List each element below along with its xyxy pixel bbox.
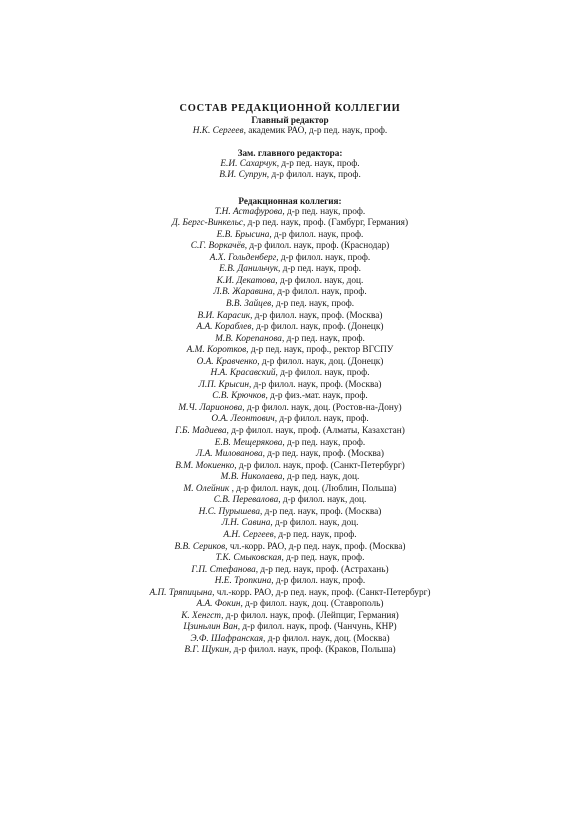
member-name: А.П. Тряпицына, xyxy=(149,587,215,598)
member-name: Е.В. Мещерякова, xyxy=(214,437,285,448)
board-member-entry xyxy=(0,241,580,253)
board-member-entry xyxy=(0,253,580,265)
deputy-editor-entry xyxy=(0,170,580,182)
member-credentials: д-р пед. наук, проф. (Москва) xyxy=(262,506,382,517)
member-credentials: д-р филол. наук, проф. (Алматы, Казахстан) xyxy=(228,426,405,437)
member-name: А.А. Кораблев, xyxy=(196,322,254,333)
member-credentials: д-р пед. наук, проф. xyxy=(279,158,360,169)
board-member-entry xyxy=(0,380,580,392)
member-credentials: д-р филол. наук, проф. (Краков, Польша) xyxy=(231,645,396,656)
member-name: М.В. Корепанова, xyxy=(215,333,285,344)
board-member-entry xyxy=(0,207,580,219)
member-name: А.А. Фокин, xyxy=(196,599,243,610)
member-credentials: д-р филол. наук, проф. xyxy=(273,576,366,587)
board-member-entry xyxy=(0,230,580,242)
board-member-entry xyxy=(0,472,580,484)
member-name: В.Г. Щукин, xyxy=(184,645,232,656)
board-member-entry xyxy=(0,461,580,473)
member-credentials: д-р филол. наук, доц. xyxy=(272,518,359,529)
member-credentials: д-р филол. наук, доц. (Донецк) xyxy=(259,356,384,367)
member-credentials: д-р пед. наук, проф. xyxy=(284,206,366,217)
member-credentials: д-р пед. наук, проф. xyxy=(276,529,357,540)
board-member-entry xyxy=(0,299,580,311)
member-credentials: д-р филол. наук, проф. (Москва) xyxy=(251,379,382,390)
editorial-board-heading: Редакционная коллегия: xyxy=(238,195,342,206)
board-member-entry xyxy=(0,449,580,461)
member-name: В.В. Зайцев, xyxy=(225,299,274,310)
board-member-entry xyxy=(0,495,580,507)
board-member-entry xyxy=(0,264,580,276)
member-credentials: д-р пед. наук, проф. (Москва) xyxy=(264,449,384,460)
member-credentials: д-р филол. наук, проф. (Лейпциг, Германия) xyxy=(223,610,399,621)
member-name: Л.В. Жаравина, xyxy=(213,287,276,298)
member-name: Л.А. Милованова, xyxy=(196,449,265,460)
member-credentials: д-р филол. наук, проф. (Краснодар) xyxy=(247,241,390,252)
board-member-entry xyxy=(0,518,580,530)
board-member-entry xyxy=(0,414,580,426)
member-name: С.В. Перевалова, xyxy=(213,495,281,506)
member-name: О.А. Леонтович, xyxy=(211,414,278,425)
board-member-entry xyxy=(0,622,580,634)
member-name: В.В. Сериков, xyxy=(174,541,228,552)
board-member-entry xyxy=(0,391,580,403)
member-credentials: д-р пед. наук, проф. xyxy=(273,299,355,310)
member-name: Е.В. Данильчук, xyxy=(219,264,281,275)
member-credentials: д-р филол. наук, проф. xyxy=(271,229,364,240)
board-member-entry xyxy=(0,357,580,369)
chief-editor-heading: Главный редактор xyxy=(251,115,329,125)
member-credentials: д-р филол. наук, проф. xyxy=(275,287,367,298)
member-credentials: д-р пед. наук, проф. xyxy=(283,553,365,564)
member-credentials: чл.-корр. РАО, д-р пед. наук, проф. (Санкт-Петербург) xyxy=(214,587,431,598)
board-member-entry xyxy=(0,565,580,577)
board-member-entry xyxy=(0,530,580,542)
board-member-entry xyxy=(0,634,580,646)
chief-editor-section xyxy=(0,115,580,138)
member-credentials: д-р филол. наук, проф. (Москва) xyxy=(252,310,383,321)
member-credentials: д-р филол. наук, проф. (Санкт-Петербург) xyxy=(236,460,405,471)
member-credentials: академик РАО, д-р пед. наук, проф. xyxy=(245,126,388,136)
member-name: Л.П. Крысин, xyxy=(198,379,252,390)
member-name: Г.Б. Мадиева, xyxy=(175,426,229,437)
member-credentials: д-р филол. наук, проф. xyxy=(269,170,361,181)
board-member-entry xyxy=(0,611,580,623)
member-credentials: д-р пед. наук, проф. (Астрахань) xyxy=(258,564,389,575)
board-member-entry xyxy=(0,542,580,554)
member-name: С.В. Крючков, xyxy=(212,391,268,402)
member-name: М.В. Николаева, xyxy=(220,472,285,483)
member-name: В.М. Мокиенко, xyxy=(175,460,237,471)
member-credentials: д-р филол. наук, доц. (Москва) xyxy=(265,633,390,644)
board-member-entry xyxy=(0,553,580,565)
member-name: Цзиньлин Ван, xyxy=(183,622,241,633)
member-credentials: д-р филол. наук, проф. xyxy=(278,252,371,263)
board-member-entry xyxy=(0,426,580,438)
member-name: Е.В. Брысина, xyxy=(216,229,272,240)
member-credentials: д-р физ.-мат. наук, проф. xyxy=(267,391,368,402)
deputy-editor-entry xyxy=(0,159,580,171)
member-name: Е.И. Сахарчук, xyxy=(220,158,280,169)
member-name: К.И. Декатова, xyxy=(216,275,278,286)
member-name: Н.Е. Тропкина, xyxy=(214,576,274,587)
member-credentials: д-р пед. наук, проф. (Гамбург, Германия) xyxy=(245,218,409,229)
member-name: А.Н. Сергеев, xyxy=(223,529,277,540)
member-name: Т.К. Смыковская, xyxy=(215,553,284,564)
member-name: О.А. Кравченко, xyxy=(196,356,260,367)
member-name: С.Г. Воркачёв, xyxy=(190,241,248,252)
member-name: Т.Н. Астафурова, xyxy=(214,206,285,217)
member-name: В.И. Карасик, xyxy=(197,310,253,321)
member-name: В.И. Супрун, xyxy=(219,170,270,181)
board-member-entry xyxy=(0,599,580,611)
board-member-entry xyxy=(0,218,580,230)
member-credentials: д-р филол. наук, проф. (Донецк) xyxy=(253,322,384,333)
member-name: А.М. Коротков, xyxy=(186,345,249,356)
deputy-editors-section xyxy=(0,148,580,182)
member-name: Г.П. Стефанова, xyxy=(191,564,259,575)
member-name: Д. Бергс-Винкельс, xyxy=(171,218,246,229)
member-credentials: д-р филол. наук, проф. xyxy=(277,368,370,379)
member-credentials: д-р пед. наук, проф. xyxy=(280,264,361,275)
board-member-entry xyxy=(0,334,580,346)
board-member-entry xyxy=(0,287,580,299)
board-member-entry xyxy=(0,438,580,450)
board-member-entry xyxy=(0,276,580,288)
board-member-entry xyxy=(0,322,580,334)
member-credentials: д-р филол. наук, доц. xyxy=(280,495,367,506)
member-credentials: д-р филол. наук, доц. (Люблин, Польша) xyxy=(233,483,397,494)
member-credentials: д-р пед. наук, проф. xyxy=(284,437,366,448)
board-member-entry xyxy=(0,645,580,657)
board-member-entry xyxy=(0,311,580,323)
board-member-entry xyxy=(0,368,580,380)
chief-editor-entry xyxy=(0,126,580,138)
board-member-entry xyxy=(0,345,580,357)
member-credentials: д-р филол. наук, доц. (Ставрополь) xyxy=(242,599,384,610)
member-name: А.Х. Гольденберг, xyxy=(209,252,279,263)
board-member-entry xyxy=(0,484,580,496)
member-credentials: д-р пед. наук, проф. xyxy=(284,333,365,344)
page-title: СОСТАВ РЕДАКЦИОННОЙ КОЛЛЕГИИ xyxy=(179,103,401,114)
member-credentials: чл.-корр. РАО, д-р пед. наук, проф. (Москва) xyxy=(227,541,406,552)
member-credentials: д-р филол. наук, проф. (Чанчунь, КНР) xyxy=(240,622,397,633)
member-name: М.Ч. Ларионова, xyxy=(178,402,245,413)
member-name: Э.Ф. Шафранская, xyxy=(190,633,266,644)
member-credentials: д-р пед. наук, проф., ректор ВГСПУ xyxy=(248,345,394,356)
editorial-board-page xyxy=(0,103,580,657)
board-member-entry xyxy=(0,576,580,588)
member-credentials: д-р филол. наук, проф. xyxy=(277,414,369,425)
editorial-board-section xyxy=(0,196,580,657)
member-name: Н.А. Красавский, xyxy=(210,368,278,379)
board-member-entry xyxy=(0,507,580,519)
board-member-entry xyxy=(0,588,580,600)
member-credentials: д-р филол. наук, доц. xyxy=(277,275,364,286)
member-name: Н.С. Пурышева, xyxy=(198,506,263,517)
member-name: Н.К. Сергеев, xyxy=(192,126,246,136)
board-member-entry xyxy=(0,403,580,415)
member-credentials: д-р филол. наук, доц. (Ростов-на-Дону) xyxy=(244,402,402,413)
member-name: К. Хенгст, xyxy=(181,610,224,621)
member-credentials: д-р пед. наук, доц. xyxy=(284,472,360,483)
member-name: М. Олейник , xyxy=(183,483,234,494)
deputy-editors-heading: Зам. главного редактора: xyxy=(237,147,343,158)
member-name: Л.Н. Савина, xyxy=(221,518,273,529)
